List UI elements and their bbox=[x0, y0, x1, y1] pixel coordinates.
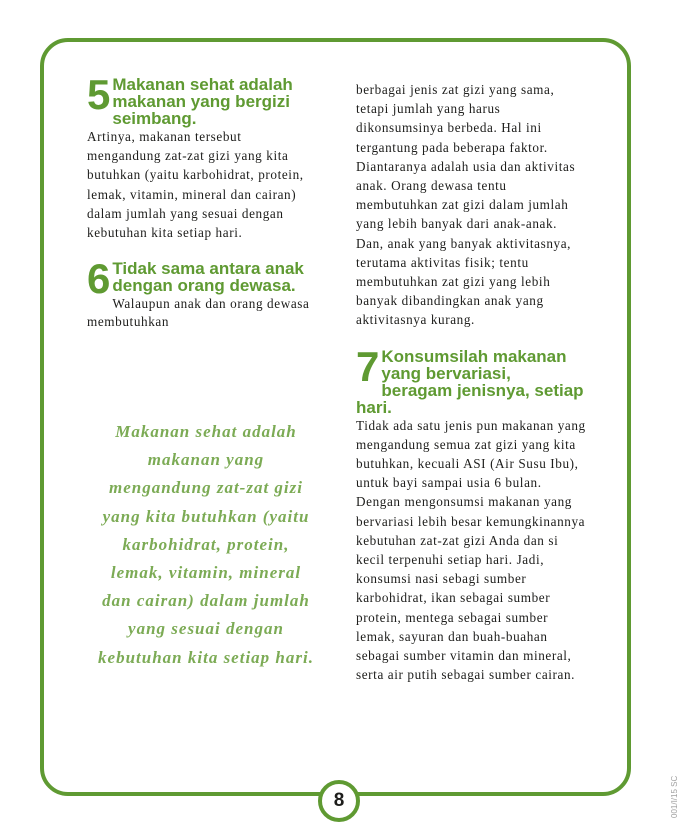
left-column bbox=[87, 71, 317, 330]
section-5-number: 5 bbox=[87, 71, 111, 118]
section-7-number: 7 bbox=[356, 342, 380, 390]
section-6-heading bbox=[87, 255, 317, 330]
document-code: 001/I/15 SC bbox=[670, 775, 679, 818]
pull-quote: Makanan sehat adalah makanan yang mengandung zat-zat gizi yang kita butuhkan (yaitu karbohidrat, protein, lemak, vitamin, mineral dan cairan) dalam jumlah yang sesuai dengan kebutuhan kita setiap hari. bbox=[98, 422, 314, 667]
section-7-heading bbox=[356, 342, 586, 417]
section-7-title: Konsumsilah makanan yang bervariasi, beragam jenisnya, setiap hari. bbox=[356, 346, 584, 417]
section-6-body: Walaupun anak dan orang dewasa membutuhkan bbox=[87, 296, 310, 330]
section-6 bbox=[87, 255, 317, 330]
page-number-badge bbox=[318, 780, 360, 822]
section-7-body: Tidak ada satu jenis pun makanan yang mengandung semua zat gizi yang kita butuhkan, kecuali ASI (Air Susu Ibu), untuk bayi sampai usia 6 bulan. Dengan mengonsumsi makanan yang bervariasi lebih besar kemungkinannya kebutuhan zat-zat gizi Anda dan si kecil terpenuhi setiap hari. Jadi, konsumsi nasi sebagi sumber karbohidrat, ikan sebagai sumber protein, mentega sebagai sumber lemak, sayuran dan buah-buahan sebagai sumber vitamin dan mineral, serta air putih sebagai sumber cairan. bbox=[356, 417, 586, 683]
section-5-heading bbox=[87, 71, 317, 128]
section-5 bbox=[87, 71, 317, 242]
section-6-title: Tidak sama antara anak dengan orang dewasa. bbox=[112, 259, 304, 296]
section-5-body: Artinya, makanan tersebut mengandung zat-zat gizi yang kita butuhkan (yaitu karbohidrat, protein, lemak, vitamin, mineral dan cairan) dalam jumlah yang sesuai dengan kebutuhan kita setiap hari. bbox=[87, 129, 304, 241]
page-number: 8 bbox=[333, 790, 345, 811]
section-7 bbox=[356, 342, 586, 685]
section-6-body-continued: berbagai jenis zat gizi yang sama, tetapi jumlah yang harus dikonsumsinya berbeda. Hal ini tergantung pada beberapa faktor. Diantaranya adalah usia dan aktivitas anak. Orang dewasa tentu membutuhkan zat gizi dalam jumlah yang lebih banyak dari anak-anak. Dan, anak yang banyak aktivitasnya, terutama aktivitas fisik; tentu membutuhkan zat gizi yang lebih banyak dibandingkan anak yang aktivitasnya kurang. bbox=[356, 82, 576, 328]
section-5-title: Makanan sehat adalah makanan yang bergizi seimbang. bbox=[112, 75, 293, 128]
right-column bbox=[356, 80, 586, 684]
section-6-number: 6 bbox=[87, 255, 111, 303]
